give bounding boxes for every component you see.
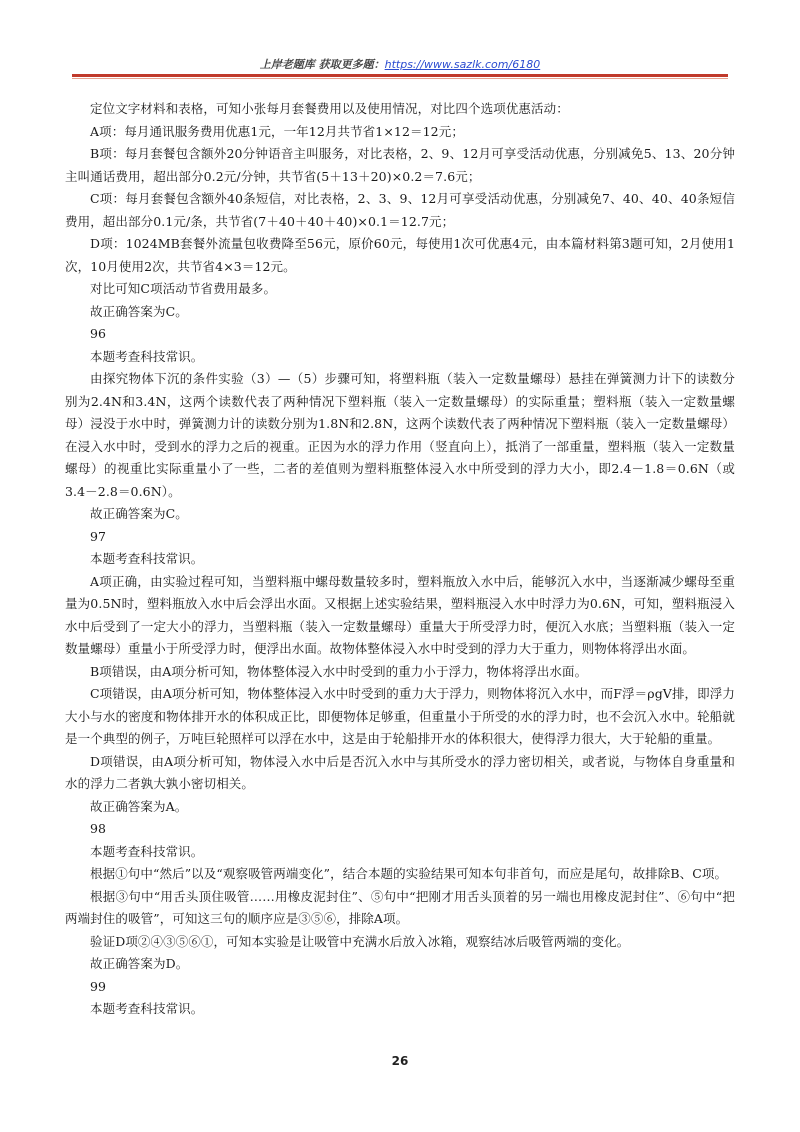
paragraph: 对比可知C项活动节省费用最多。 xyxy=(90,281,277,296)
header-label: 上岸老题库 获取更多题： xyxy=(259,58,385,71)
answer-line: 故正确答案为C。 xyxy=(90,506,188,521)
paragraph: 本题考查科技常识。 xyxy=(90,843,204,859)
paragraph: A项正确，由实验过程可知，当塑料瓶中螺母数量较多时，塑料瓶放入水中后，能够沉入水中，当逐渐减少螺母至重量为0.5N时，塑料瓶放入水中后会浮出水面。又根据上述实验结果，塑料瓶浸入水中时浮力为0.6N，可知，塑料瓶浸入水中后受到了一定大小的浮力，当塑料瓶（装入一定数量螺母）重量大于所受浮力时，便沉入水底；当塑料瓶（装入一定数量螺母）重量小于所受浮力时，便浮出水面。故物体整体浸入水中时受到的浮力大于重力，则物体将浮出水面。 xyxy=(65,573,735,656)
answer-line: 故正确答案为C。 xyxy=(90,303,188,319)
paragraph: 验证D项②④③⑤⑥①，可知本实验是让吸管中充满水后放入冰箱，观察结冰后吸管两端的变化。 xyxy=(90,933,630,949)
paragraph: D项：1024MB套餐外流量包收费降至56元，原价60元，每使用1次可优惠4元，由本篇材料第3题可知，2月使用1次，10月使用2次，共节省4×3＝12元。 xyxy=(65,236,735,274)
answer-line: 故正确答案为A。 xyxy=(90,798,188,814)
paragraph: 本题考查科技常识。 xyxy=(90,1001,204,1016)
paragraph: C项：每月套餐包含额外40条短信，对比表格，2、3、9、12月可享受活动优惠，分别减免7、40、40、40条短信费用，超出部分0.1元/条，共节省(7＋40＋40＋40)×0.1＝12.7元； xyxy=(65,191,735,229)
paragraph: C项错误，由A项分析可知，物体整体浸入水中时受到的重力大于浮力，则物体将沉入水中，而F浮＝ρgV排，即浮力大小与水的密度和物体排开水的体积成正比，即便物体足够重，但重量小于所受的水的浮力时，也不会沉入水中。轮船就是一个典型的例子，万吨巨轮照样可以浮在水中，这是由于轮船排开水的体积很大，使得浮力很大，大于轮船的重量。 xyxy=(65,686,735,746)
paragraph: 根据③句中“用舌头顶住吸管……用橡皮泥封住”、⑤句中“把刚才用舌头顶着的另一端也用橡皮泥封住”、⑥句中“把两端封住的吸管”，可知这三句的顺序应是③⑤⑥，排除A项。 xyxy=(65,888,735,926)
paragraph: 本题考查科技常识。 xyxy=(90,551,204,566)
page-number: 26 xyxy=(391,1054,409,1068)
question-number: 99 xyxy=(90,978,107,994)
paragraph: 由探究物体下沉的条件实验（3）—（5）步骤可知，将塑料瓶（装入一定数量螺母）悬挂在弹簧测力计下的读数分别为2.4N和3.4N，这两个读数代表了两种情况下塑料瓶（装入一定数量螺母）的实际重量；塑料瓶（装入一定数量螺母）浸没于水中时，弹簧测力计的读数分别为1.8N和2.8N，这两个读数代表了两种情况下塑料瓶（装入一定数量螺母）在浸入水中时，受到水的浮力之后的视重。正因为水的浮力作用（竖直向上），抵消了一部重量，塑料瓶（装入一定数量螺母）的视重比实际重量小了一些，二者的差值则为塑料瓶整体浸入水中所受到的浮力大小，即2.4－1.8＝0.6N（或3.4－2.8＝0.6N）。 xyxy=(65,371,735,499)
paragraph: B项：每月套餐包含额外20分钟语音主叫服务，对比表格，2、9、12月可享受活动优惠，分别减免5、13、20分钟主叫通话费用，超出部分0.2元/分钟，共节省(5＋13＋20)×0.2＝7.6元； xyxy=(65,146,735,184)
paragraph: B项错误，由A项分析可知，物体整体浸入水中时受到的重力小于浮力，物体将浮出水面。 xyxy=(90,663,588,679)
paragraph: D项错误，由A项分析可知，物体浸入水中后是否沉入水中与其所受水的浮力密切相关，或者说，与物体自身重量和水的浮力二者孰大孰小密切相关。 xyxy=(65,753,735,791)
question-number: 97 xyxy=(90,528,107,544)
paragraph: 根据①句中“然后”以及“观察吸管两端变化”，结合本题的实验结果可知本句非首句，而应是尾句，故排除B、C项。 xyxy=(90,866,728,881)
paragraph: 定位文字材料和表格，可知小张每月套餐费用以及使用情况，对比四个选项优惠活动： xyxy=(90,101,569,116)
question-number: 98 xyxy=(90,821,107,836)
paragraph: 本题考查科技常识。 xyxy=(90,348,204,364)
paragraph: A项：每月通讯服务费用优惠1元，一年12月共节省1×12＝12元； xyxy=(90,123,464,139)
answer-line: 故正确答案为D。 xyxy=(90,956,189,971)
header-divider xyxy=(72,74,728,79)
question-number: 96 xyxy=(90,326,107,341)
header-link[interactable]: https://www.sazlk.com/6180 xyxy=(384,58,541,71)
document-body xyxy=(65,98,735,1021)
page-header xyxy=(0,56,800,72)
